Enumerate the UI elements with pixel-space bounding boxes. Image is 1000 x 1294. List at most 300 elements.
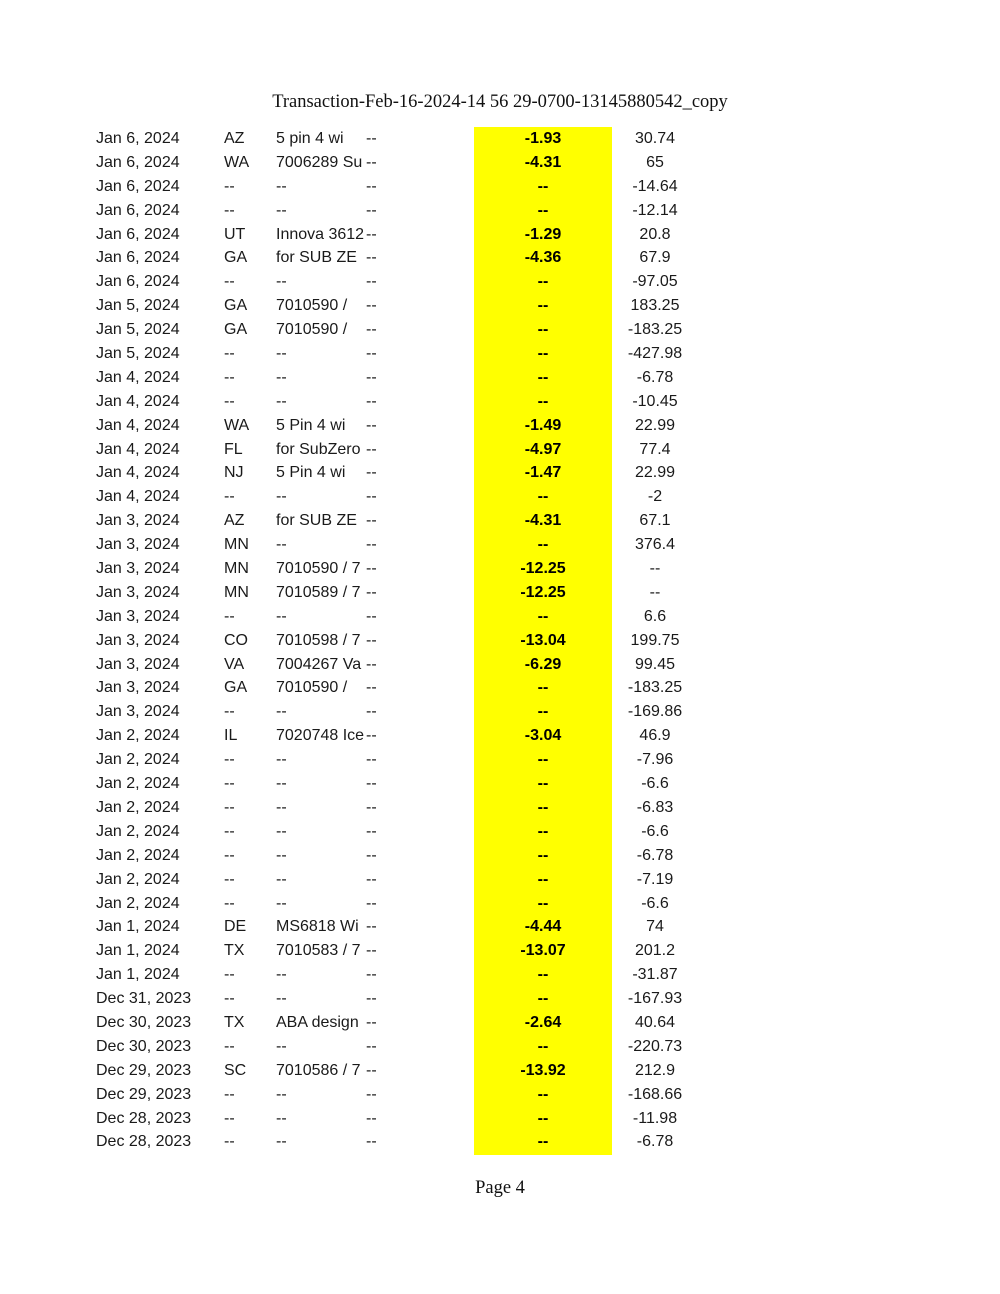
placeholder-cell: -- [366,368,377,386]
date-cell: Jan 2, 2024 [96,798,180,816]
state-cell: -- [224,607,235,625]
date-cell: Jan 6, 2024 [96,273,180,291]
fee-cell: -- [537,368,549,386]
date-cell: Jan 2, 2024 [96,775,180,793]
table-row [0,1083,1000,1107]
placeholder-cell: -- [366,560,377,578]
fee-cell: -- [537,822,549,840]
placeholder-cell: -- [366,583,377,601]
state-cell: UT [224,225,246,243]
state-cell: -- [224,822,235,840]
amount-cell: -14.64 [632,177,678,195]
amount-cell: 99.45 [634,655,676,673]
amount-cell: -6.6 [641,775,669,793]
state-cell: -- [224,488,235,506]
placeholder-cell: -- [366,1061,377,1079]
table-row [0,318,1000,342]
placeholder-cell: -- [366,440,377,458]
table-row [0,1059,1000,1083]
table-row [0,485,1000,509]
amount-cell: -31.87 [632,966,678,984]
amount-cell: -10.45 [632,392,678,410]
fee-cell: -4.97 [524,440,562,458]
amount-cell: -97.05 [632,273,678,291]
table-row [0,533,1000,557]
fee-cell: -- [537,751,549,769]
description-cell: -- [276,368,287,386]
state-cell: -- [224,894,235,912]
fee-cell: -4.31 [524,153,562,171]
date-cell: Jan 3, 2024 [96,655,180,673]
description-cell: ABA design [276,1013,359,1031]
amount-cell: -7.19 [636,870,674,888]
table-row [0,557,1000,581]
description-cell: -- [276,345,287,363]
table-row [0,963,1000,987]
date-cell: Jan 4, 2024 [96,392,180,410]
description-cell: 7010586 / 7 [276,1061,361,1079]
amount-cell: -2 [647,488,663,506]
table-row [0,199,1000,223]
amount-cell: -220.73 [627,1037,683,1055]
amount-cell: 46.9 [639,727,671,745]
placeholder-cell: -- [366,225,377,243]
description-cell: 7010590 / [276,679,348,697]
transaction-table [0,127,1000,1154]
date-cell: Jan 3, 2024 [96,560,180,578]
fee-cell: -1.93 [524,130,562,147]
fee-cell: -3.04 [524,727,562,745]
date-cell: Jan 2, 2024 [96,870,180,888]
description-cell: MS6818 Wi [276,918,359,936]
amount-cell: 20.8 [639,225,671,243]
table-row [0,294,1000,318]
fee-cell: -- [537,1109,549,1127]
date-cell: Jan 1, 2024 [96,966,180,984]
amount-cell: 22.99 [634,416,676,434]
state-cell: MN [224,560,249,578]
state-cell: -- [224,392,235,410]
fee-cell: -- [537,392,549,410]
placeholder-cell: -- [366,273,377,291]
table-row [0,939,1000,963]
state-cell: GA [224,679,248,697]
placeholder-cell: -- [366,703,377,721]
fee-cell: -- [537,297,549,315]
description-cell: 5 Pin 4 wi [276,464,346,482]
state-cell: -- [224,846,235,864]
date-cell: Jan 4, 2024 [96,488,180,506]
state-cell: AZ [224,130,245,147]
date-cell: Jan 5, 2024 [96,321,180,339]
description-cell: -- [276,1085,287,1103]
amount-cell: -6.78 [636,368,674,386]
amount-cell: -6.78 [636,846,674,864]
placeholder-cell: -- [366,655,377,673]
amount-cell: 199.75 [630,631,680,649]
amount-cell: 201.2 [634,942,676,960]
date-cell: Jan 3, 2024 [96,583,180,601]
fee-cell: -13.07 [520,942,566,960]
amount-cell: -12.14 [632,201,678,219]
fee-cell: -- [537,607,549,625]
amount-cell: -6.78 [636,1133,674,1151]
state-cell: GA [224,297,248,315]
placeholder-cell: -- [366,727,377,745]
description-cell: -- [276,1109,287,1127]
description-cell: -- [276,822,287,840]
date-cell: Jan 3, 2024 [96,703,180,721]
fee-cell: -13.04 [520,631,566,649]
description-cell: 5 Pin 4 wi [276,416,346,434]
table-row [0,987,1000,1011]
state-cell: -- [224,703,235,721]
state-cell: TX [224,942,245,960]
fee-cell: -- [537,966,549,984]
placeholder-cell: -- [366,392,377,410]
date-cell: Jan 4, 2024 [96,440,180,458]
date-cell: Jan 6, 2024 [96,249,180,267]
placeholder-cell: -- [366,1109,377,1127]
state-cell: -- [224,775,235,793]
table-row [0,1035,1000,1059]
description-cell: -- [276,990,287,1008]
placeholder-cell: -- [366,1013,377,1031]
date-cell: Jan 2, 2024 [96,822,180,840]
state-cell: GA [224,321,248,339]
amount-cell: 65 [646,153,664,171]
page-number: Page 4 [475,1178,525,1198]
description-cell: for SUB ZE [276,512,357,530]
fee-cell: -- [537,775,549,793]
placeholder-cell: -- [366,177,377,195]
description-cell: -- [276,751,287,769]
table-row [0,390,1000,414]
date-cell: Jan 6, 2024 [96,201,180,219]
placeholder-cell: -- [366,751,377,769]
placeholder-cell: -- [366,870,377,888]
description-cell: -- [276,798,287,816]
placeholder-cell: -- [366,249,377,267]
fee-cell: -- [537,345,549,363]
amount-cell: 77.4 [639,440,671,458]
state-cell: -- [224,368,235,386]
date-cell: Jan 3, 2024 [96,536,180,554]
table-row [0,605,1000,629]
placeholder-cell: -- [366,990,377,1008]
amount-cell: 376.4 [634,536,676,554]
description-cell: Innova 3612 [276,225,365,243]
amount-cell: 40.64 [634,1013,676,1031]
table-row [0,127,1000,151]
fee-cell: -12.25 [520,560,566,578]
description-cell: -- [276,273,287,291]
description-cell: -- [276,536,287,554]
date-cell: Jan 5, 2024 [96,297,180,315]
table-row [0,915,1000,939]
fee-cell: -- [537,201,549,219]
fee-cell: -4.44 [524,918,562,936]
state-cell: -- [224,1109,235,1127]
state-cell: -- [224,966,235,984]
description-cell: -- [276,488,287,506]
description-cell: 5 pin 4 wi [276,130,344,147]
date-cell: Dec 28, 2023 [96,1109,192,1127]
date-cell: Dec 29, 2023 [96,1085,192,1103]
description-cell: -- [276,392,287,410]
placeholder-cell: -- [366,894,377,912]
state-cell: -- [224,751,235,769]
placeholder-cell: -- [366,512,377,530]
fee-cell: -- [537,1133,549,1151]
description-cell: 7010590 / 7 [276,560,361,578]
state-cell: IL [224,727,238,745]
description-cell: -- [276,775,287,793]
table-row [0,748,1000,772]
fee-cell: -- [537,798,549,816]
date-cell: Jan 2, 2024 [96,894,180,912]
fee-cell: -- [537,273,549,291]
table-row [0,246,1000,270]
table-row [0,366,1000,390]
fee-cell: -4.36 [524,249,562,267]
table-row [0,772,1000,796]
state-cell: -- [224,1085,235,1103]
table-row [0,629,1000,653]
date-cell: Jan 2, 2024 [96,751,180,769]
table-row [0,270,1000,294]
amount-cell: 74 [646,918,664,936]
description-cell: -- [276,703,287,721]
amount-cell: 6.6 [643,607,667,625]
state-cell: -- [224,1133,235,1151]
placeholder-cell: -- [366,798,377,816]
description-cell: for SubZero [276,440,361,458]
state-cell: SC [224,1061,247,1079]
date-cell: Jan 6, 2024 [96,177,180,195]
fee-cell: -- [537,536,549,554]
fee-cell: -- [537,703,549,721]
placeholder-cell: -- [366,1037,377,1055]
description-cell: 7010589 / 7 [276,583,361,601]
date-cell: Jan 3, 2024 [96,631,180,649]
table-row [0,700,1000,724]
placeholder-cell: -- [366,1085,377,1103]
placeholder-cell: -- [366,321,377,339]
description-cell: 7010583 / 7 [276,942,361,960]
description-cell: -- [276,177,287,195]
fee-cell: -1.29 [524,225,562,243]
state-cell: VA [224,655,245,673]
state-cell: CO [224,631,248,649]
amount-cell: -6.83 [636,798,674,816]
amount-cell: 30.74 [634,130,676,147]
date-cell: Jan 4, 2024 [96,368,180,386]
state-cell: AZ [224,512,245,530]
state-cell: MN [224,536,249,554]
placeholder-cell: -- [366,1133,377,1151]
table-row [0,151,1000,175]
date-cell: Dec 29, 2023 [96,1061,192,1079]
amount-cell: 183.25 [630,297,680,315]
table-row [0,892,1000,916]
placeholder-cell: -- [366,536,377,554]
date-cell: Dec 30, 2023 [96,1037,192,1055]
table-row [0,724,1000,748]
amount-cell: -6.6 [641,822,669,840]
amount-cell: 22.99 [634,464,676,482]
placeholder-cell: -- [366,966,377,984]
date-cell: Jan 4, 2024 [96,416,180,434]
fee-cell: -- [537,990,549,1008]
description-cell: -- [276,1133,287,1151]
amount-cell: -6.6 [641,894,669,912]
table-row [0,1011,1000,1035]
fee-cell: -- [537,1037,549,1055]
description-cell: 7010590 / [276,297,348,315]
date-cell: Jan 3, 2024 [96,679,180,697]
table-row [0,509,1000,533]
placeholder-cell: -- [366,918,377,936]
state-cell: WA [224,416,250,434]
fee-cell: -- [537,321,549,339]
placeholder-cell: -- [366,464,377,482]
fee-cell: -12.25 [520,583,566,601]
state-cell: WA [224,153,250,171]
fee-cell: -6.29 [524,655,562,673]
placeholder-cell: -- [366,416,377,434]
description-cell: -- [276,870,287,888]
date-cell: Jan 6, 2024 [96,153,180,171]
state-cell: -- [224,1037,235,1055]
date-cell: Jan 4, 2024 [96,464,180,482]
table-row [0,461,1000,485]
amount-cell: -168.66 [627,1085,683,1103]
date-cell: Jan 2, 2024 [96,727,180,745]
date-cell: Jan 3, 2024 [96,607,180,625]
description-cell: -- [276,846,287,864]
table-row [0,676,1000,700]
fee-cell: -- [537,679,549,697]
amount-cell: 67.9 [639,249,671,267]
placeholder-cell: -- [366,846,377,864]
page-title: Transaction-Feb-16-2024-14 56 29-0700-13145880542_copy [272,92,728,112]
placeholder-cell: -- [366,297,377,315]
table-row [0,1130,1000,1154]
placeholder-cell: -- [366,775,377,793]
amount-cell: -183.25 [627,321,683,339]
description-cell: 7020748 Ice [276,727,365,745]
date-cell: Dec 28, 2023 [96,1133,192,1151]
amount-cell: -11.98 [632,1109,678,1127]
description-cell: 7010598 / 7 [276,631,361,649]
description-cell: -- [276,1037,287,1055]
placeholder-cell: -- [366,345,377,363]
table-row [0,653,1000,677]
amount-cell: -7.96 [636,751,674,769]
state-cell: GA [224,249,248,267]
date-cell: Jan 5, 2024 [96,345,180,363]
placeholder-cell: -- [366,201,377,219]
table-row [0,175,1000,199]
amount-cell: -169.86 [627,703,683,721]
date-cell: Dec 31, 2023 [96,990,192,1008]
description-cell: 7004267 Va [276,655,362,673]
state-cell: TX [224,1013,245,1031]
state-cell: -- [224,798,235,816]
date-cell: Jan 2, 2024 [96,846,180,864]
fee-cell: -- [537,894,549,912]
state-cell: -- [224,345,235,363]
amount-cell: -- [649,560,661,578]
table-row [0,820,1000,844]
date-cell: Jan 1, 2024 [96,918,180,936]
fee-cell: -4.31 [524,512,562,530]
fee-cell: -1.49 [524,416,562,434]
description-cell: -- [276,894,287,912]
table-row [0,796,1000,820]
state-cell: -- [224,177,235,195]
date-cell: Jan 3, 2024 [96,512,180,530]
date-cell: Dec 30, 2023 [96,1013,192,1031]
fee-cell: -1.47 [524,464,562,482]
state-cell: -- [224,201,235,219]
description-cell: for SUB ZE [276,249,357,267]
placeholder-cell: -- [366,607,377,625]
placeholder-cell: -- [366,631,377,649]
description-cell: -- [276,607,287,625]
date-cell: Jan 6, 2024 [96,130,180,147]
amount-cell: -167.93 [627,990,683,1008]
amount-cell: 67.1 [639,512,671,530]
description-cell: -- [276,966,287,984]
date-cell: Jan 1, 2024 [96,942,180,960]
state-cell: FL [224,440,243,458]
state-cell: DE [224,918,247,936]
table-row [0,581,1000,605]
description-cell: 7010590 / [276,321,348,339]
description-cell: 7006289 Su [276,153,363,171]
placeholder-cell: -- [366,679,377,697]
table-row [0,438,1000,462]
table-row [0,342,1000,366]
table-row [0,868,1000,892]
state-cell: NJ [224,464,244,482]
state-cell: MN [224,583,249,601]
amount-cell: -427.98 [627,345,683,363]
table-row [0,1107,1000,1131]
state-cell: -- [224,273,235,291]
fee-cell: -- [537,846,549,864]
fee-cell: -- [537,1085,549,1103]
fee-cell: -2.64 [524,1013,562,1031]
placeholder-cell: -- [366,130,377,147]
description-cell: -- [276,201,287,219]
table-row [0,223,1000,247]
amount-cell: -183.25 [627,679,683,697]
fee-cell: -- [537,870,549,888]
placeholder-cell: -- [366,488,377,506]
placeholder-cell: -- [366,153,377,171]
state-cell: -- [224,990,235,1008]
table-row [0,844,1000,868]
state-cell: -- [224,870,235,888]
placeholder-cell: -- [366,942,377,960]
table-row [0,414,1000,438]
placeholder-cell: -- [366,822,377,840]
amount-cell: 212.9 [634,1061,676,1079]
amount-cell: -- [649,583,661,601]
